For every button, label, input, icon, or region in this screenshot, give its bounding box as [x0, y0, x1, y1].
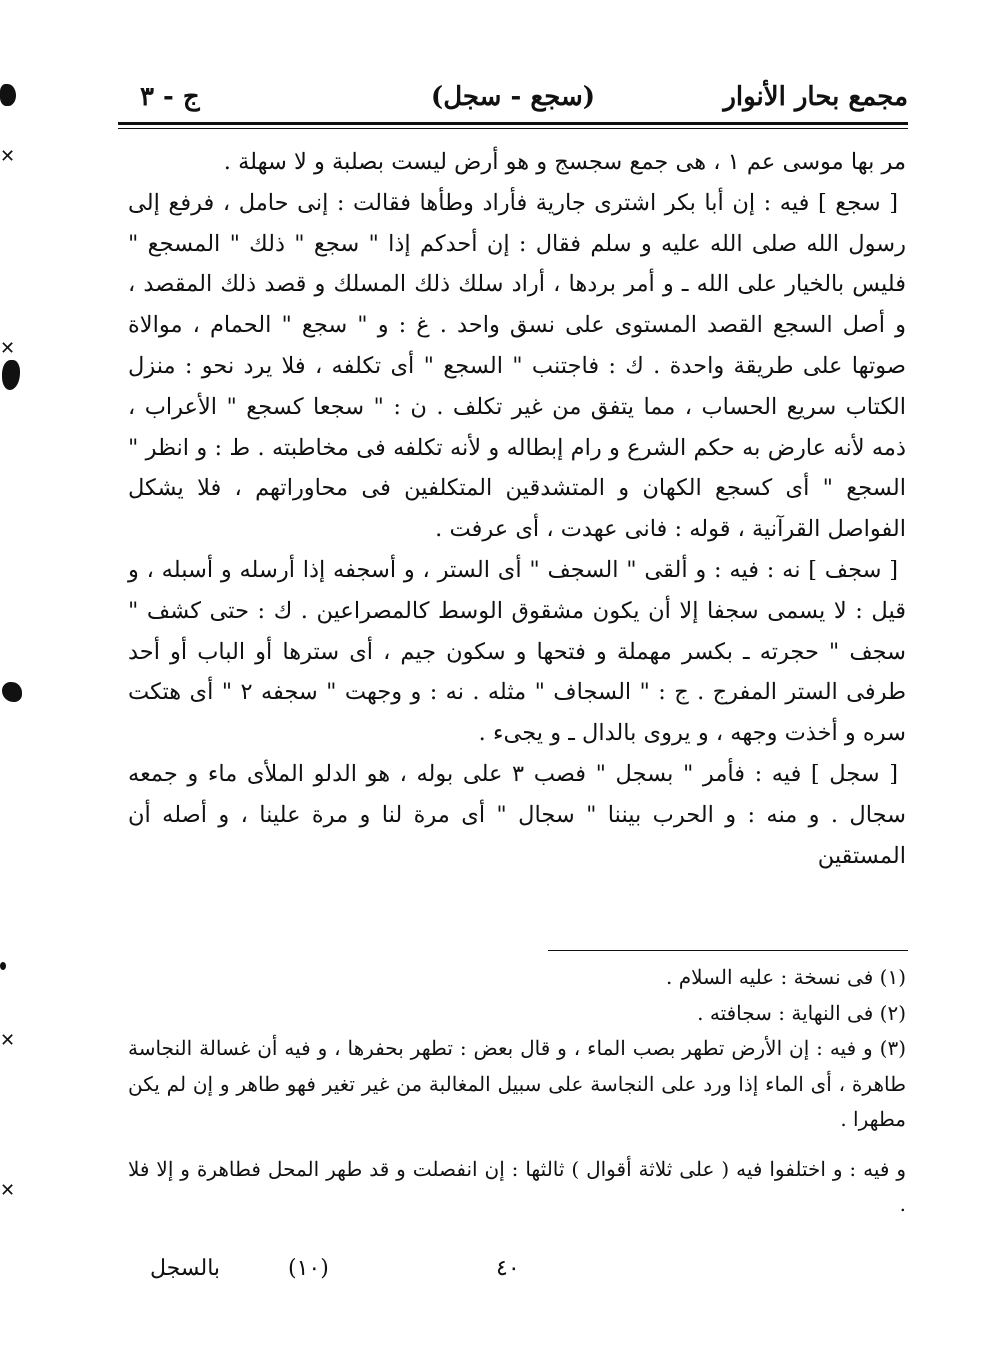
binding-mark-icon: ✕ [0, 146, 16, 167]
binding-mark-icon: ✕ [0, 1030, 16, 1051]
header-rule-thin [118, 128, 908, 129]
main-text [128, 142, 906, 876]
page-footer [140, 1256, 540, 1290]
scan-speck [0, 962, 6, 970]
scan-speck [0, 84, 16, 106]
paragraph-sajaa: [ سجع ] فيه : إن أبا بكر اشترى جارية فأراد وطأها فقالت : إنى حامل ، فرفع إلى رسول الله صلى الله عليه و سلم فقال : إن أحدكم إذا " سجع " ذلك " المسجع " فليس بالخيار على الله ـ و أمر بردها ، أراد سلك ذلك المسلك و قصد ذلك المقصد ، و أصل السجع القصد المستوى على نسق واحد . غ : و " سجع " الحمام ، موالاة صوتها على طريقة واحدة . ك : فاجتنب " السجع " أى تكلفه ، فلا يرد نحو : منزل الكتاب سريع الحساب ، مما يتفق من غير تكلف . ن : " سجعا كسجع " الأعراب ، ذمه لأنه عارض به حكم الشرع و رام إبطاله و لأنه تكلفه فى مخاطبته . ط : و انظر " السجع " أى كسجع الكهان و المتشدقين المتكلفين فى محاوراتهم ، فلا يشكل الفواصل القرآنية ، قوله : فانى عهدت ، أى عرفت . [128, 189, 906, 543]
binding-mark-icon: ✕ [0, 338, 16, 359]
entries-range: (سجع - سجل) [430, 82, 596, 112]
footnote-1: (١) فى نسخة : عليه السلام . [666, 965, 906, 989]
volume-label: ج - ٣ [140, 82, 200, 112]
footnote-3: (٣) و فيه : إن الأرض تطهر بصب الماء ، و قال بعض : تطهر بحفرها ، و فيه أن غسالة النجاسة طاهرة ، أى الماء إذا ورد على النجاسة على سبيل المغالبة من غير تغير فهو طاهر و إن لم يكن مطهرا . [128, 1036, 906, 1131]
footnotes [128, 960, 906, 1223]
footnote-3-continuation: و فيه : و اختلفوا فيه ( على ثلاثة أقوال ) ثالثها : إن انفصلت و قد طهر المحل فطاهرة و إلا فلا . [128, 1156, 906, 1216]
paragraph-sajaf: [ سجف ] نه : فيه : و ألقى " السجف " أى الستر ، و أسجفه إذا أرسله و أسبله ، و قيل : لا يسمى سجفا إلا أن يكون مشقوق الوسط كالمصراعين . ك : حتى كشف " سجف " حجرته ـ بكسر مهملة و فتحها و سكون جيم ، أى سترها أو الباب أو أحد طرفى الستر المفرج . ج : " السجاف " مثله . نه : و وجهت " سجفه ٢ " أى هتكت سره و أخذت وجهه ، و يروى بالدال ـ و يجىء . [128, 556, 907, 747]
footnote-2: (٢) فى النهاية : سجافته . [697, 1000, 906, 1025]
footnote-separator [548, 950, 908, 951]
catchword: بالسجل [150, 1256, 221, 1281]
paragraph-continuation: مر بها موسى عم ١ ، هى جمع سجسج و هو أرض ليست بصلبة و لا سهلة . [223, 149, 906, 175]
binding-mark-icon: ✕ [0, 1180, 16, 1201]
page-number: ٤٠ [496, 1256, 520, 1281]
paragraph-sajal: [ سجل ] فيه : فأمر " بسجل " فصب ٣ على بوله ، هو الدلو الملأى ماء و جمعه سجال . و منه : و الحرب بيننا " سجال " أى مرة لنا و مرة علينا ، و أصله أن المستقين [128, 760, 906, 869]
book-title: مجمع بحار الأنوار [723, 82, 908, 112]
scan-speck [2, 360, 20, 390]
signature-number: (١٠) [288, 1256, 329, 1281]
scan-speck [2, 682, 22, 702]
running-header [118, 78, 908, 120]
header-rule-thick [118, 122, 908, 125]
